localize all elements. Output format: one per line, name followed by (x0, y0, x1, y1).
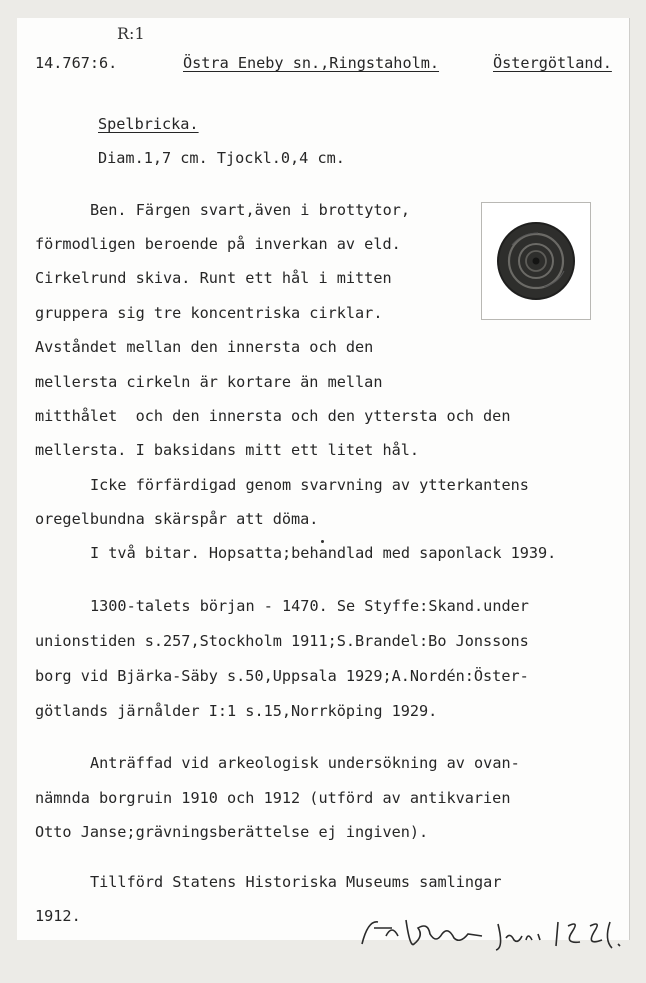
description-line: Icke förfärdigad genom svarvning av ytterkantens (90, 476, 529, 494)
description-line: mellersta cirkeln är kortare än mellan (35, 373, 383, 391)
object-name: Spelbricka. (98, 115, 199, 133)
dating-line: 1300-talets början - 1470. Se Styffe:Skand.under (90, 597, 529, 615)
description-line: förmodligen beroende på inverkan av eld. (35, 235, 401, 253)
description-line: mellersta. I baksidans mitt ett litet hål. (35, 441, 420, 459)
object-dimensions: Diam.1,7 cm. Tjockl.0,4 cm. (98, 149, 345, 167)
dating-line: götlands järnålder I:1 s.15,Norrköping 1929. (35, 702, 438, 720)
find-line: Otto Janse;grävningsberättelse ej ingiven). (35, 823, 429, 841)
province: Östergötland. (493, 54, 612, 72)
description-line: oregelbundna skärspår att döma. (35, 510, 319, 528)
description-line: Avståndet mellan den innersta och den (35, 338, 374, 356)
find-place: Östra Eneby sn.,Ringstaholm. (183, 54, 440, 72)
find-line: nämnda borgruin 1910 och 1912 (utförd av antikvarien (35, 789, 511, 807)
game-piece-photo (481, 202, 591, 320)
catalog-card (17, 18, 630, 940)
shelf-mark: R:1 (117, 24, 145, 43)
catalog-number: 14.767:6. (35, 54, 118, 72)
signature-scribble (358, 914, 646, 954)
description-line: I två bitar. Hopsatta;behandlad med saponlack 1939. (90, 544, 557, 562)
description-line: mitthålet och den innersta och den yttersta och den (35, 407, 511, 425)
dating-line: unionstiden s.257,Stockholm 1911;S.Brandel:Bo Jonssons (35, 632, 529, 650)
find-line: Anträffad vid arkeologisk undersökning av ovan- (90, 754, 520, 772)
description-line: Ben. Färgen svart,även i brottytor, (90, 201, 411, 219)
acquisition-line: Tillförd Statens Historiska Museums samlingar (90, 873, 502, 891)
description-line: Cirkelrund skiva. Runt ett hål i mitten (35, 269, 392, 287)
acquisition-year: 1912. (35, 907, 81, 925)
handwritten-signature (327, 890, 646, 983)
ink-dot (321, 540, 324, 543)
dating-line: borg vid Bjärka-Säby s.50,Uppsala 1929;A.Nordén:Öster- (35, 667, 529, 685)
game-piece-disc-icon (482, 203, 590, 319)
description-line: gruppera sig tre koncentriska cirklar. (35, 304, 383, 322)
